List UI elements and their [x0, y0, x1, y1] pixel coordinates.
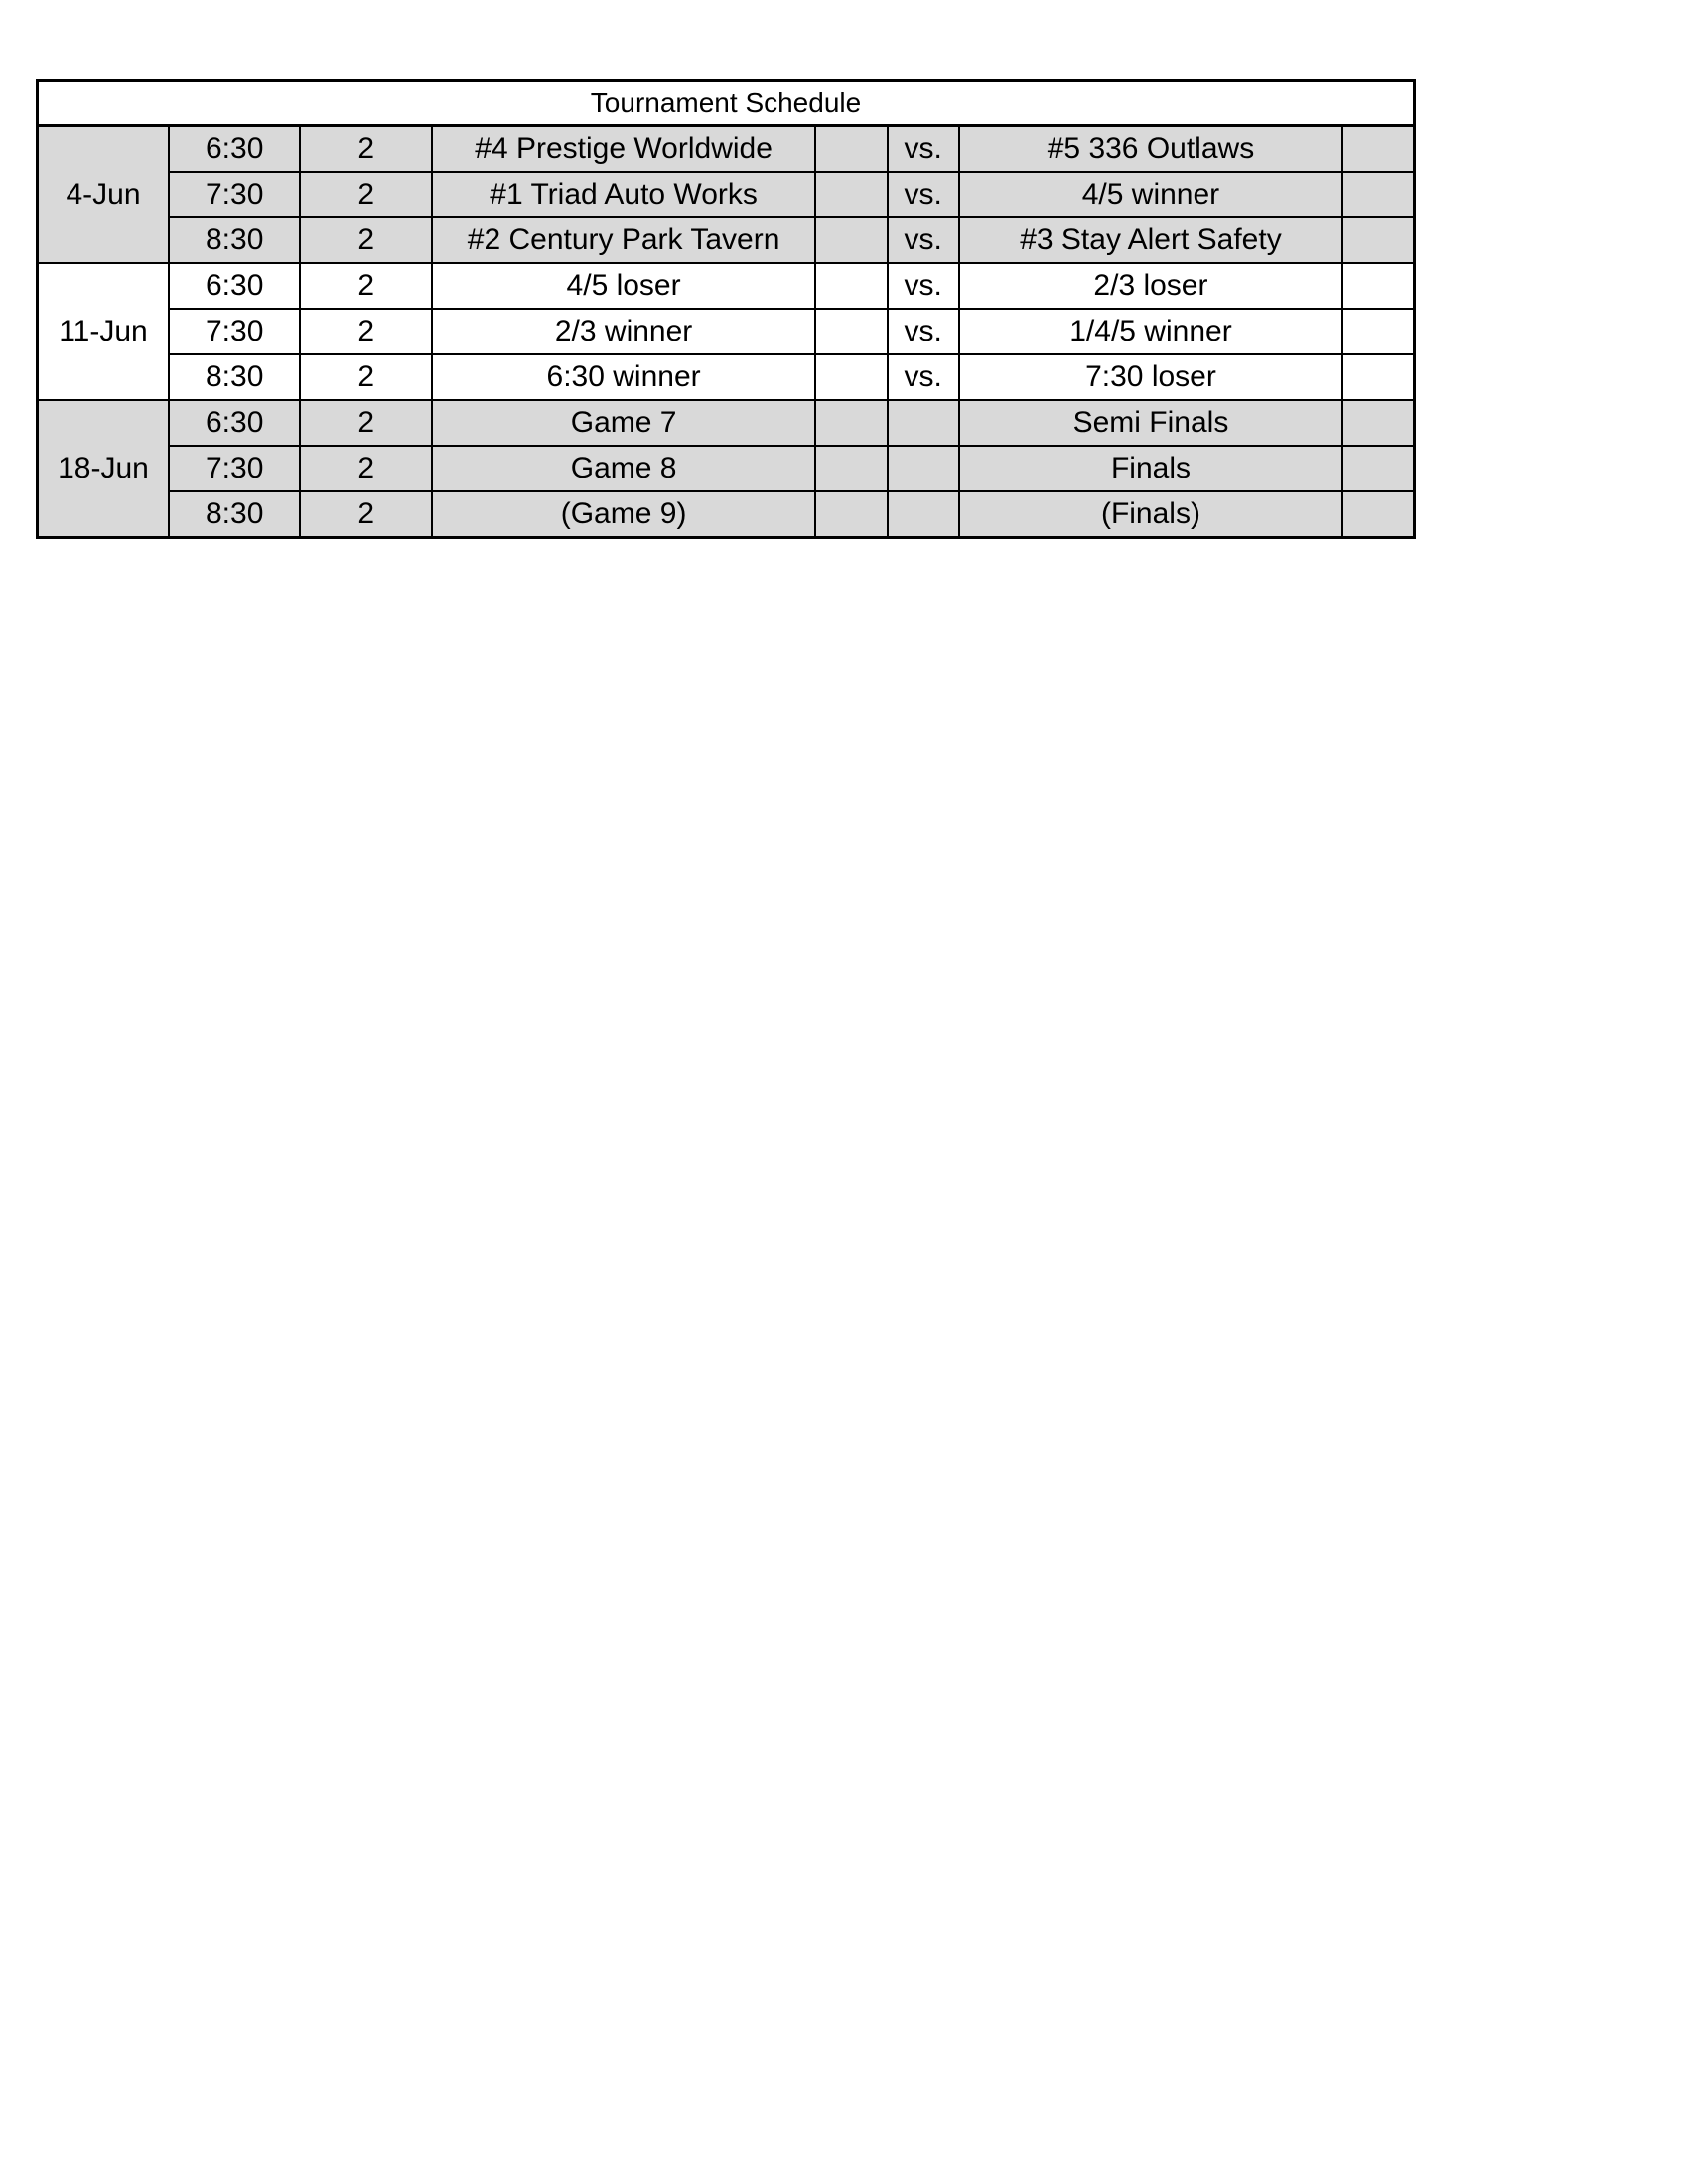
- score2-cell: [1342, 126, 1414, 173]
- score1-cell: [815, 309, 887, 354]
- vs-cell: [888, 491, 959, 538]
- tournament-schedule-table: [36, 79, 1416, 539]
- score2-cell: [1342, 172, 1414, 217]
- field-cell: 2: [300, 491, 431, 538]
- vs-cell: vs.: [888, 172, 959, 217]
- team2-cell: Finals: [959, 446, 1342, 491]
- team1-cell: #4 Prestige Worldwide: [432, 126, 815, 173]
- table-row: [38, 400, 1415, 446]
- title-row: [38, 81, 1415, 126]
- team1-cell: (Game 9): [432, 491, 815, 538]
- field-cell: 2: [300, 217, 431, 263]
- score2-cell: [1342, 400, 1414, 446]
- time-cell: 6:30: [169, 263, 300, 309]
- field-cell: 2: [300, 172, 431, 217]
- table-row: [38, 263, 1415, 309]
- time-cell: 8:30: [169, 217, 300, 263]
- date-group-3: [38, 400, 1415, 538]
- time-cell: 6:30: [169, 400, 300, 446]
- date-cell: 11-Jun: [38, 263, 169, 400]
- score1-cell: [815, 217, 887, 263]
- team2-cell: #5 336 Outlaws: [959, 126, 1342, 173]
- schedule-title: Tournament Schedule: [38, 81, 1415, 126]
- table-row: [38, 446, 1415, 491]
- team2-cell: 2/3 loser: [959, 263, 1342, 309]
- score1-cell: [815, 446, 887, 491]
- time-cell: 7:30: [169, 172, 300, 217]
- vs-cell: [888, 446, 959, 491]
- table-row: [38, 354, 1415, 400]
- date-cell: 4-Jun: [38, 126, 169, 264]
- team2-cell: 4/5 winner: [959, 172, 1342, 217]
- team1-cell: 6:30 winner: [432, 354, 815, 400]
- score1-cell: [815, 263, 887, 309]
- time-cell: 8:30: [169, 491, 300, 538]
- team1-cell: 4/5 loser: [432, 263, 815, 309]
- field-cell: 2: [300, 263, 431, 309]
- team1-cell: #2 Century Park Tavern: [432, 217, 815, 263]
- vs-cell: vs.: [888, 217, 959, 263]
- time-cell: 6:30: [169, 126, 300, 173]
- team1-cell: Game 7: [432, 400, 815, 446]
- vs-cell: vs.: [888, 309, 959, 354]
- table-row: [38, 309, 1415, 354]
- vs-cell: vs.: [888, 354, 959, 400]
- team2-cell: Semi Finals: [959, 400, 1342, 446]
- team2-cell: 7:30 loser: [959, 354, 1342, 400]
- score2-cell: [1342, 446, 1414, 491]
- table-row: [38, 172, 1415, 217]
- team2-cell: #3 Stay Alert Safety: [959, 217, 1342, 263]
- score2-cell: [1342, 491, 1414, 538]
- score1-cell: [815, 354, 887, 400]
- table-row: [38, 217, 1415, 263]
- score1-cell: [815, 491, 887, 538]
- score2-cell: [1342, 354, 1414, 400]
- score2-cell: [1342, 217, 1414, 263]
- field-cell: 2: [300, 126, 431, 173]
- date-cell: 18-Jun: [38, 400, 169, 538]
- score1-cell: [815, 126, 887, 173]
- team2-cell: (Finals): [959, 491, 1342, 538]
- team1-cell: 2/3 winner: [432, 309, 815, 354]
- score2-cell: [1342, 263, 1414, 309]
- team1-cell: #1 Triad Auto Works: [432, 172, 815, 217]
- team2-cell: 1/4/5 winner: [959, 309, 1342, 354]
- time-cell: 7:30: [169, 446, 300, 491]
- date-group-2: [38, 263, 1415, 400]
- team1-cell: Game 8: [432, 446, 815, 491]
- score1-cell: [815, 400, 887, 446]
- time-cell: 8:30: [169, 354, 300, 400]
- vs-cell: vs.: [888, 126, 959, 173]
- table-row: [38, 491, 1415, 538]
- vs-cell: [888, 400, 959, 446]
- time-cell: 7:30: [169, 309, 300, 354]
- date-group-1: [38, 126, 1415, 264]
- field-cell: 2: [300, 309, 431, 354]
- score2-cell: [1342, 309, 1414, 354]
- vs-cell: vs.: [888, 263, 959, 309]
- field-cell: 2: [300, 446, 431, 491]
- table-row: [38, 126, 1415, 173]
- score1-cell: [815, 172, 887, 217]
- field-cell: 2: [300, 354, 431, 400]
- field-cell: 2: [300, 400, 431, 446]
